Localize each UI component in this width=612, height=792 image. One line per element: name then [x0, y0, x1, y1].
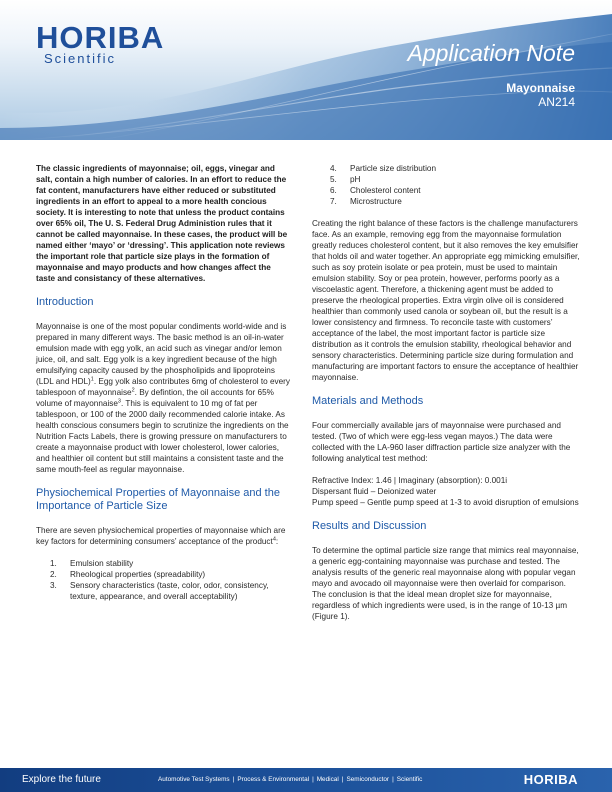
list-item: 7. Microstructure [330, 197, 402, 206]
results-paragraph: To determine the optimal particle size range that mimics real mayonnaise, a generic egg-containing mayonnaise was purchase and tested. The analysis results of the generic real mayonnaise along with popular vegan mayo and avocado oil mayonnaise were then overlaid for comparison. The conclusion is that the ideal mean droplet size for mayonnaise, regardless of which ingredients were used, is in the range of 10-13 µm (Figure 1). [312, 546, 579, 621]
footer-sectors: Automotive Test Systems | Process & Environmental | Medical | Semiconductor | Scientific [158, 776, 423, 783]
left-column [36, 163, 292, 602]
method-dispersant: Dispersant fluid – Deionized water [312, 487, 437, 496]
method-pump-speed: Pump speed – Gentle pump speed at 1-3 to avoid disruption of emulsions [312, 498, 579, 507]
application-note-label: Application Note [407, 40, 575, 66]
list-item: 1. Emulsion stability [50, 559, 134, 568]
sector-scientific: Scientific [396, 776, 423, 783]
property-list-right [312, 163, 580, 207]
property-list-left [36, 558, 292, 602]
list-item: 5. pH [330, 175, 361, 184]
balance-paragraph: Creating the right balance of these factors is the challenge manufacturers face. As an example, removing egg from the mayonnaise formulation greatly reduces cholesterol content, but it also removes the key emulsifier that holds oil and water together. An appropriate egg mimicking emulsifier, such as soy protein isolate or pea protein, must be used to maintain emulsion stability. Soy or pea protein, however, performs poorly as a viscoelastic agent. Therefore, a thickening agent must be added to preserve the rheological properties. Extra virgin olive oil is considered healthier than commonly used canola or soybean oil, but the result is a lower consistency and firmness. To reconcile taste with customers’ acceptance of the label, the most important factor is particle size distribution as it controls the emulsion stability, rheological behavior and sensory characteristics. Determining particle size during formulation and manufacturing are important factors to ensure the acceptance of healthier mayonnaise. [312, 219, 580, 382]
introduction-paragraph: Mayonnaise is one of the most popular condiments world-wide and is prepared in many different ways. The basic method is an oil-in-water emulsion made with egg yolk, an acid such as vinegar and/or lemon juice, oil, and salt. Egg yolk is a key ingredient because of the high emulsifying capacity caused by the phospholipids and lipoproteins (LDL and HDL)$^1$. Egg yolk also contributes 6mg of cholesterol to every tablespoon of mayonnaise$^2$. By defintion, the oil accounts for 65% volume of mayonnaise$^3$. This is equivalent to 10 mg of fat per tablespoon, or 100 of the 2000 daily recommended calorie intake. As health conscious consumers begin to scrutinize the ingredients on the Nutrition Facts Labels, there is growing pressure on manufacturers to create a mayonnaise product with lower cholesterol, lower calories, and healthier oil content but still maintains a consistent taste and the same mouth-feel as regular mayonnaise. [36, 322, 290, 474]
document-code: AN214 [538, 95, 575, 109]
footer-tagline: Explore the future [22, 774, 101, 785]
results-heading: Results and Discussion [312, 520, 427, 532]
list-item: 2. Rheological properties (spreadability) [50, 570, 206, 579]
horiba-logo: HORIBA [36, 20, 165, 55]
footer-horiba-logo: HORIBA [523, 772, 578, 787]
header-banner [0, 0, 612, 140]
sector-semiconductor: Semiconductor [346, 776, 390, 783]
intro-summary: The classic ingredients of mayonnaise; oil, eggs, vinegar and salt, contain a high number of calories. In an effort to reduce the fat content, manufacturers have either reduced or substituted ingredients in an effort to appeal to a more health concious society. It is interesting to note that unless the product contains over 65% oil, The U. S. Federal Drug Administion rules that it cannot be called mayonnaise. In these cases, the product will be named either ‘mayo’ or ‘dressing’. This application note reviews the important role that particle size plays in the formation of mayonnaise and mayo products and how changes affect the taste and consistancy of these alternatives. [36, 164, 288, 283]
right-column [312, 163, 580, 622]
sector-process-environmental: Process & Environmental [237, 776, 310, 783]
list-item: 3. Sensory characteristics (taste, color, odor, consistency, texture, appearance, and overall acceptability) [50, 581, 269, 601]
sector-automotive: Automotive Test Systems [158, 776, 230, 783]
document-title: Mayonnaise [506, 81, 575, 95]
physiochemical-heading: Physiochemical Properties of Mayonnaise and the Importance of Particle Size [36, 487, 280, 512]
methods-heading: Materials and Methods [312, 395, 424, 407]
sector-medical: Medical [316, 776, 339, 783]
method-refractive-index: Refractive Index: 1.46 | Imaginary (absorption): 0.001i [312, 476, 508, 485]
list-item: 4. Particle size distribution [330, 164, 437, 173]
list-item: 6. Cholesterol content [330, 186, 421, 195]
physiochemical-paragraph: There are seven physiochemical properties of mayonnaise which are key factors for determining consumers’ acceptance of the product$^4$: [36, 526, 286, 546]
logo-subtitle: Scientific [44, 51, 117, 66]
footer-bar [0, 768, 612, 792]
introduction-heading: Introduction [36, 296, 94, 308]
methods-paragraph: Four commercially available jars of mayonnaise were purchased and tested. (Two of which were egg-less vegan mayos.) The data were collected with the LA-960 laser diffraction particle size analyzer with the following analytical test method: [312, 421, 571, 463]
